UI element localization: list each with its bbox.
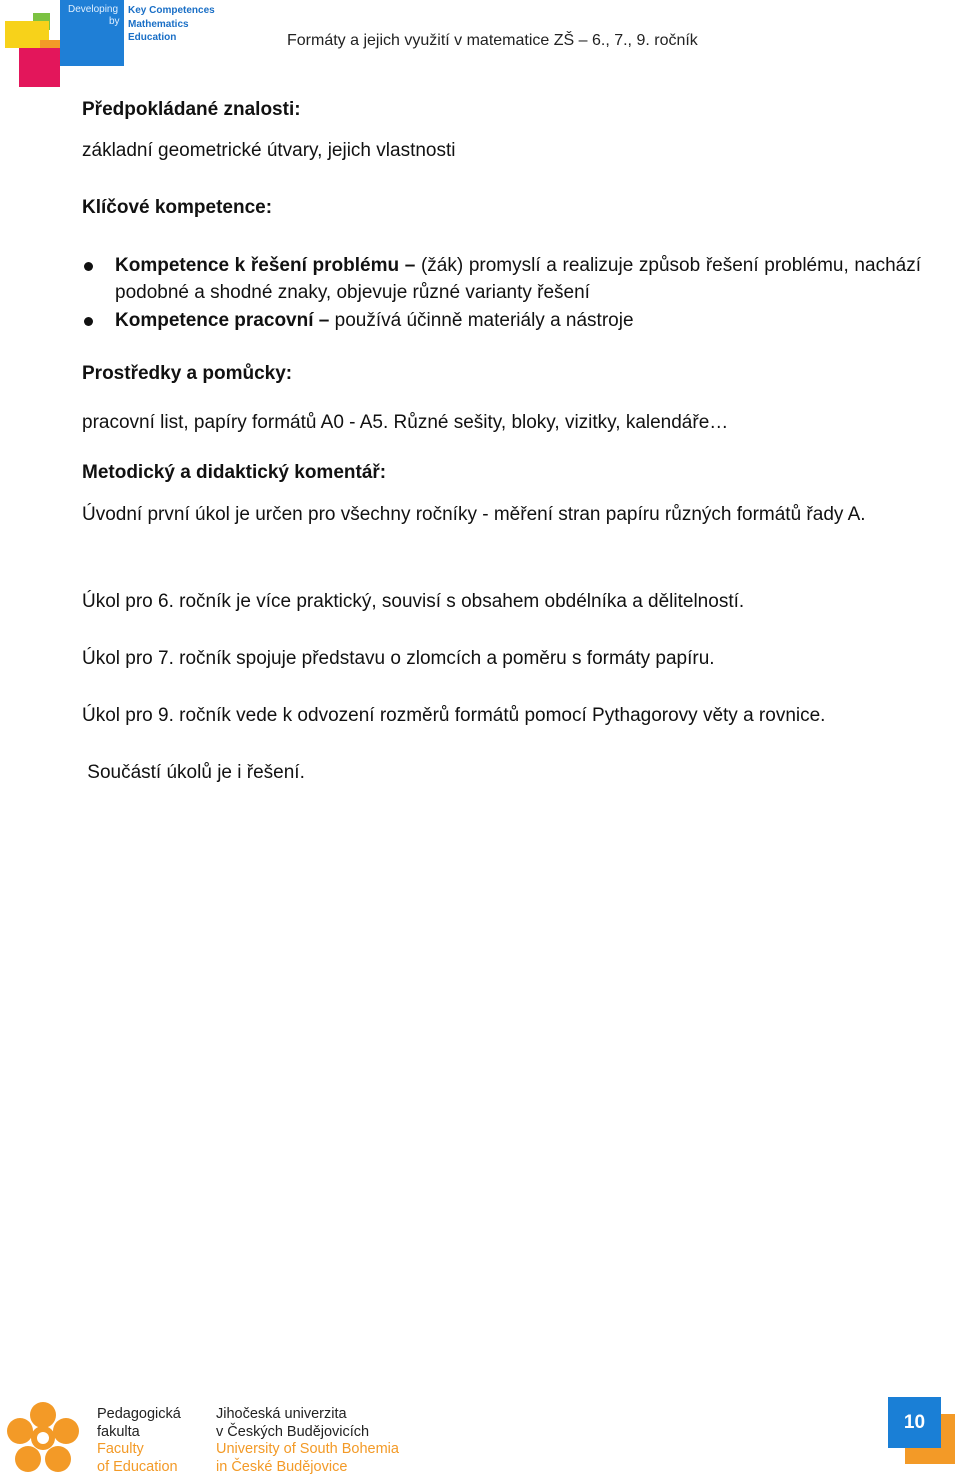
competence-item-text: (žák) promyslí a realizuje způsob řešení problému, nachází podobné a shodné znaky, objevuje různé varianty řešení (115, 255, 921, 303)
university-cz-line-2: v Českých Budějovicích (216, 1423, 370, 1440)
competence-item-title: Kompetence k řešení problému – (115, 255, 416, 276)
bullet-icon (84, 317, 93, 326)
logo-key-text (128, 4, 215, 45)
comment-paragraph-intro: Úvodní první úkol je určen pro všechny ročníky - měření stran papíru různých formátů řady A. (82, 504, 866, 525)
comment-paragraph-solutions: Součástí úkolů je i řešení. (82, 762, 305, 783)
university-cz-line-1: Jihočeská univerzita (216, 1406, 347, 1422)
bullet-icon (84, 262, 93, 271)
logo-line-developing: Developing (68, 4, 119, 15)
logo-key-line-1: Key Competences (128, 5, 215, 16)
university-name (216, 1406, 399, 1476)
university-en-line-2: in České Budějovice (216, 1458, 348, 1475)
comment-paragraph-grade9: Úkol pro 9. ročník vede k odvození rozměrů formátů pomocí Pythagorovy věty a rovnice. (82, 705, 826, 726)
competence-item-work (115, 307, 921, 334)
faculty-flower-logo (0, 1398, 86, 1479)
faculty-cz-line-2: fakulta (97, 1423, 140, 1440)
competence-item-title: Kompetence pracovní – (115, 310, 330, 331)
knowledge-text: základní geometrické útvary, jejich vlastnosti (82, 140, 456, 161)
tools-heading: Prostředky a pomůcky: (82, 363, 293, 384)
header-title: Formáty a jejich využití v matematice ZŠ – 6., 7., 9. ročník (287, 32, 698, 49)
comment-heading: Metodický a didaktický komentář: (82, 462, 387, 483)
logo-key-line-2: Mathematics (128, 18, 189, 30)
faculty-name (97, 1406, 181, 1476)
logo-key-line-3: Education (128, 32, 177, 43)
knowledge-heading: Předpokládané znalosti: (82, 99, 301, 120)
university-en-line-1: University of South Bohemia (216, 1441, 399, 1457)
logo-text (68, 4, 120, 28)
comment-paragraph-grade7: Úkol pro 7. ročník spojuje představu o zlomcích a poměru s formáty papíru. (82, 648, 715, 669)
tools-text: pracovní list, papíry formátů A0 - A5. Různé sešity, bloky, vizitky, kalendáře… (82, 412, 729, 433)
competences-heading: Klíčové kompetence: (82, 197, 273, 218)
faculty-en-line-2: of Education (97, 1458, 178, 1475)
page-number: 10 (888, 1397, 941, 1448)
comment-paragraph-grade6: Úkol pro 6. ročník je více praktický, souvisí s obsahem obdélníka a dělitelností. (82, 591, 745, 612)
faculty-en-line-1: Faculty (97, 1441, 144, 1457)
logo-square-red (19, 48, 60, 87)
logo-line-by: by (109, 16, 120, 27)
competence-item-text: používá účinně materiály a nástroje (329, 310, 634, 331)
competence-item-problem-solving (115, 252, 921, 306)
faculty-cz-line-1: Pedagogická (97, 1406, 181, 1422)
